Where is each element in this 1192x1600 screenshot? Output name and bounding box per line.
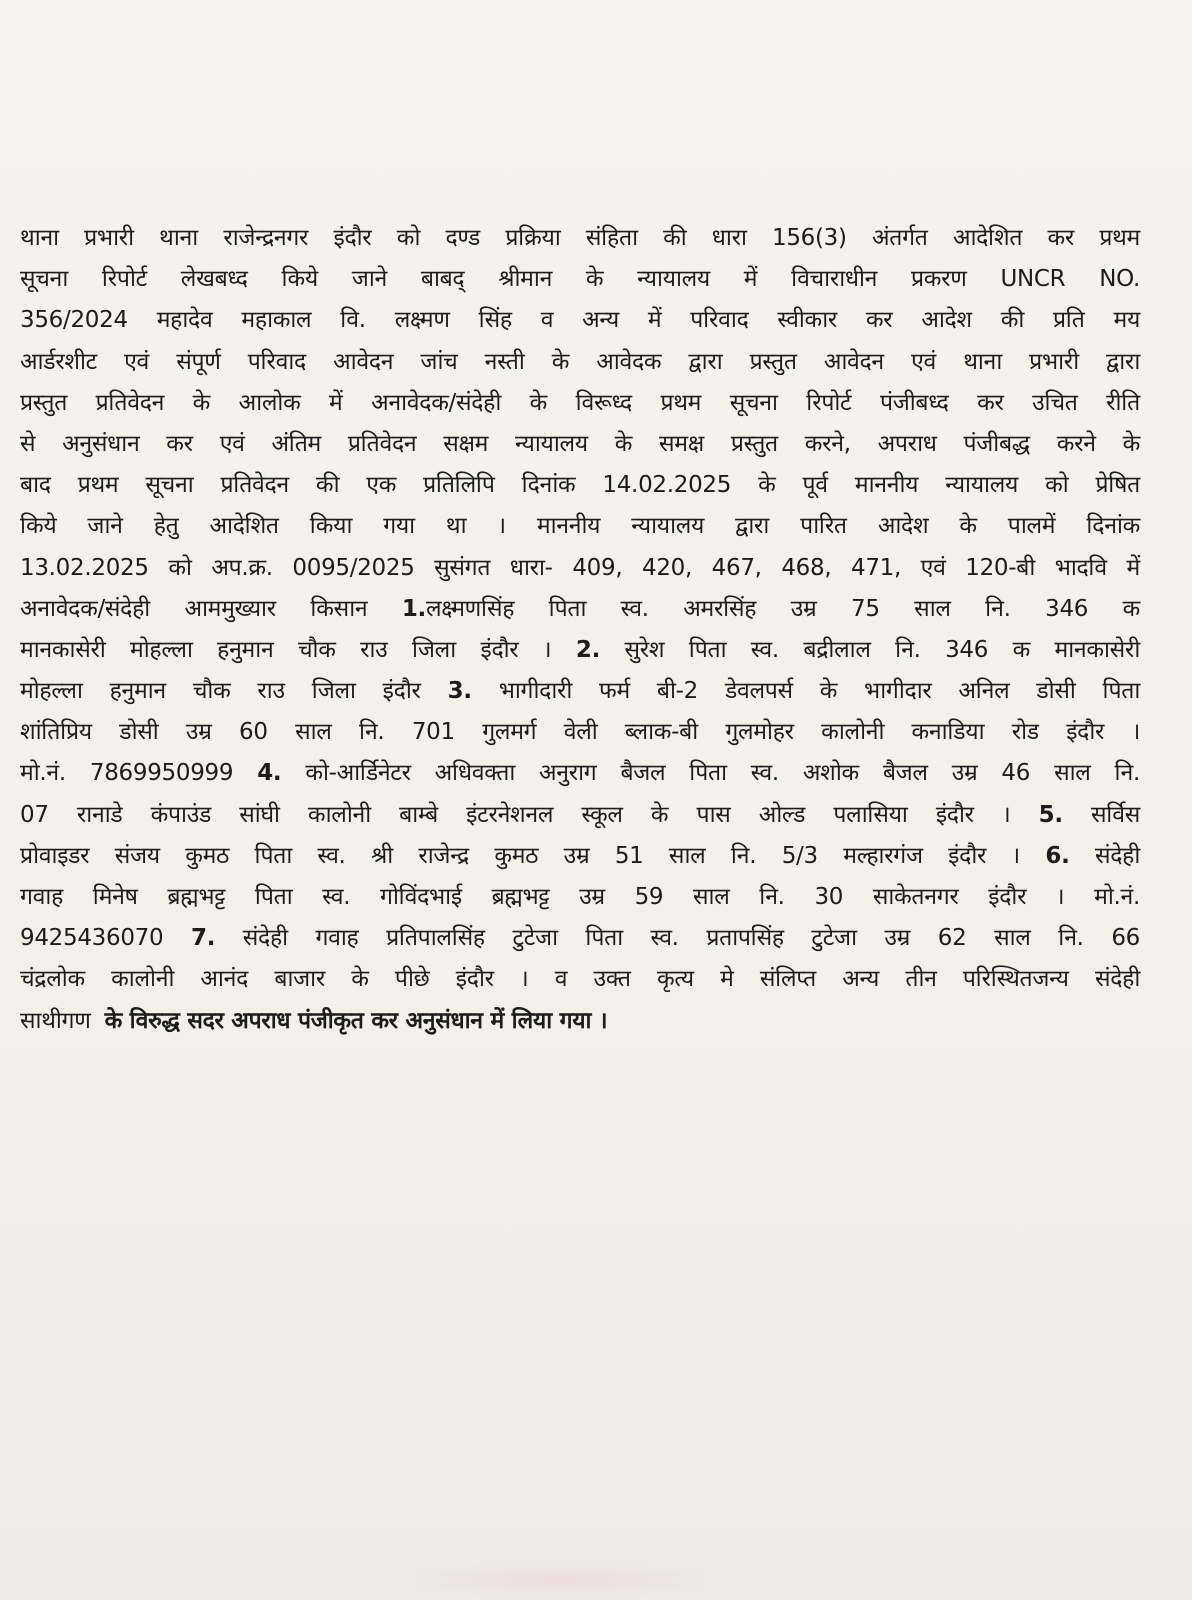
text-segment: को-आर्डिनेटर अधिवक्ता अनुराग बैजल पिता स्व. अशोक बैजल उम्र 46 साल नि. (281, 760, 1140, 787)
text-line (20, 218, 1140, 259)
text-segment: अनावेदक/संदेही आममुख्यार किसान (20, 595, 402, 622)
text-line (20, 877, 1140, 918)
bold-text-segment: 4. (257, 760, 282, 787)
text-line (20, 342, 1140, 383)
text-segment: प्रोवाइडर संजय कुमठ पिता स्व. श्री राजेन्द्र कुमठ उम्र 51 साल नि. 5/3 मल्हारगंज इंदौर । (20, 842, 1046, 869)
text-segment: चंद्रलोक कालोनी आनंद बाजार के पीछे इंदौर । व उक्त कृत्य मे संलिप्त अन्य तीन परिस्थितजन्य संदेही (20, 966, 1140, 993)
text-segment: शांतिप्रिय डोसी उम्र 60 साल नि. 701 गुलमर्ग वेली ब्लाक-बी गुलमोहर कालोनी कनाडिया रोड इंदौर । (20, 719, 1140, 746)
text-segment: संदेही गवाह प्रतिपालसिंह टुटेजा पिता स्व. प्रतापसिंह टुटेजा उम्र 62 साल नि. 66 (215, 925, 1140, 952)
text-line (20, 589, 1140, 630)
text-line (20, 383, 1140, 424)
text-line (20, 671, 1140, 712)
text-line (20, 506, 1140, 547)
text-segment: सर्विस (1062, 801, 1141, 828)
bold-text-segment: 6. (1045, 842, 1070, 869)
text-line (20, 836, 1140, 877)
text-segment: साथीगण (20, 1007, 105, 1034)
text-line (20, 300, 1140, 341)
text-segment: 356/2024 महादेव महाकाल वि. लक्ष्मण सिंह व अन्य में परिवाद स्वीकार कर आदेश की प्रति मय (20, 307, 1140, 334)
text-segment: 13.02.2025 को अप.क्र. 0095/2025 सुसंगत धारा- 409, 420, 467, 468, 471, एवं 120-बी भादवि में (20, 554, 1140, 581)
text-segment: गवाह मिनेष ब्रह्मभट्ट पिता स्व. गोविंदभाई ब्रह्मभट्ट उम्र 59 साल नि. 30 साकेतनगर इंदौर । मो.नं. (20, 884, 1140, 910)
text-segment: से अनुसंधान कर एवं अंतिम प्रतिवेदन सक्षम न्यायालय के समक्ष प्रस्तुत करने, अपराध पंजीबद्ध करने के (20, 430, 1140, 457)
text-line (20, 959, 1140, 1000)
text-line (20, 918, 1140, 959)
text-line (20, 465, 1140, 506)
text-segment: प्रस्तुत प्रतिवेदन के आलोक में अनावेदक/संदेही के विरूध्द प्रथम सूचना रिपोर्ट पंजीबध्द कर उचित रीति (20, 389, 1140, 416)
text-line (20, 712, 1140, 753)
text-segment: बाद प्रथम सूचना प्रतिवेदन की एक प्रतिलिपि दिनांक 14.02.2025 के पूर्व माननीय न्यायालय को प्रेषित (20, 472, 1140, 499)
paper-stain (380, 1560, 740, 1600)
text-segment: सूचना रिपोर्ट लेखबध्द किये जाने बाबद् श्रीमान के न्यायालय में विचाराधीन प्रकरण UNCR NO. (20, 266, 1140, 293)
bold-text-segment: 7. (190, 925, 216, 952)
text-segment: आर्डरशीट एवं संपूर्ण परिवाद आवेदन जांच नस्ती के आवेदक द्वारा प्रस्तुत आवेदन एवं थाना प्रभारी द्वारा (20, 348, 1140, 375)
body-paragraph (20, 218, 1140, 1042)
text-segment: मोहल्ला हनुमान चौक राउ जिला इंदौर (20, 678, 448, 705)
text-line (20, 795, 1140, 836)
text-line (20, 424, 1140, 465)
text-segment: मानकासेरी मोहल्ला हनुमान चौक राउ जिला इंदौर । (20, 636, 576, 663)
bold-text-segment: 1. (401, 595, 426, 622)
bold-text-segment: 5. (1038, 801, 1063, 828)
bold-text-segment: के विरुद्ध सदर अपराध पंजीकृत कर अनुसंधान में लिया गया । (104, 1007, 608, 1034)
text-line (20, 1001, 1140, 1042)
text-segment: सुरेश पिता स्व. बद्रीलाल नि. 346 क मानकासेरी (600, 636, 1140, 663)
text-segment: थाना प्रभारी थाना राजेन्द्रनगर इंदौर को दण्ड प्रक्रिया संहिता की धारा 156(3) अंतर्गत आदेशित कर प्रथम (20, 225, 1140, 251)
text-segment: किये जाने हेतु आदेशित किया गया था । माननीय न्यायालय द्वारा पारित आदेश के पालमें दिनांक (20, 513, 1140, 540)
text-segment: मो.नं. 7869950999 (20, 760, 258, 787)
text-segment: लक्ष्मणसिंह पिता स्व. अमरसिंह उम्र 75 साल नि. 346 क (425, 595, 1140, 622)
text-line (20, 630, 1140, 671)
bold-text-segment: 2. (575, 636, 601, 663)
text-segment: भागीदारी फर्म बी-2 डेवलपर्स के भागीदार अनिल डोसी पिता (471, 678, 1140, 705)
text-line (20, 753, 1140, 794)
text-line (20, 548, 1140, 589)
text-segment: 9425436070 (20, 925, 191, 952)
text-segment: 07 रानाडे कंपाउंड सांघी कालोनी बाम्बे इंटरनेशनल स्कूल के पास ओल्ड पलासिया इंदौर । (20, 801, 1039, 828)
bold-text-segment: 3. (447, 678, 472, 705)
text-segment: संदेही (1069, 842, 1141, 869)
text-line (20, 259, 1140, 300)
